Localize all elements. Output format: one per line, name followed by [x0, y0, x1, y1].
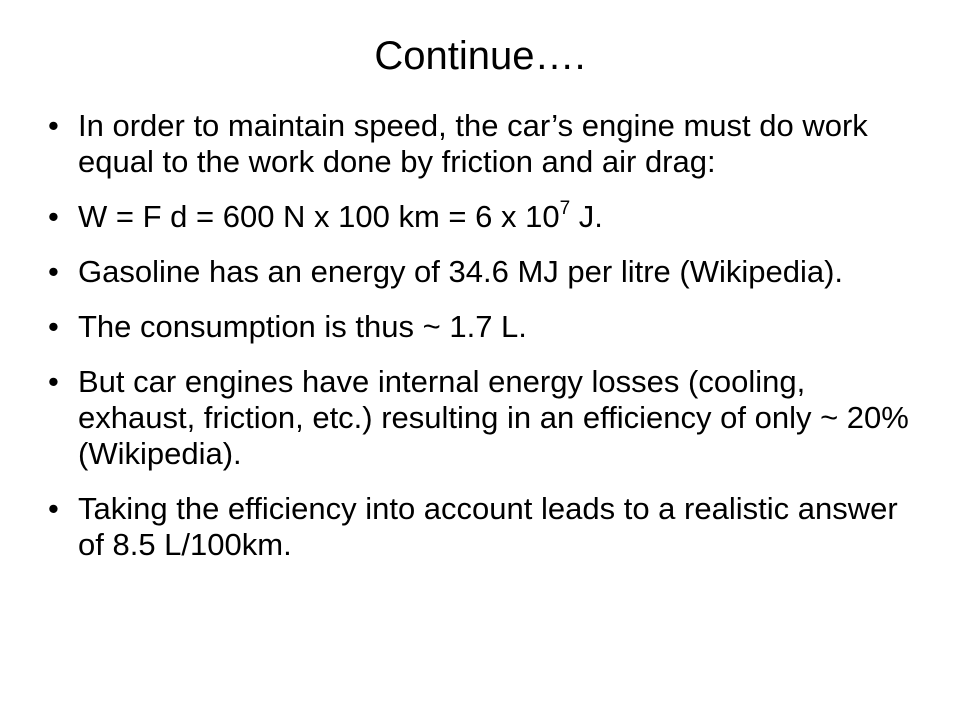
- bullet-item: [48, 309, 928, 345]
- equation-text: W = F d = 600 N x 100 km = 6 x 10: [78, 199, 560, 234]
- bullet-text: But car engines have internal energy losses (cooling, exhaust, friction, etc.) resulting in an efficiency of only ~ 20% (Wikipedia).: [78, 364, 909, 471]
- bullet-list: [48, 108, 928, 582]
- bullet-text: The consumption is thus ~ 1.7 L.: [78, 309, 527, 344]
- slide-title: Continue….: [374, 34, 586, 78]
- bullet-marker: •: [48, 491, 59, 526]
- bullet-item: [48, 254, 928, 290]
- bullet-marker: •: [48, 309, 59, 344]
- bullet-item: [48, 491, 928, 563]
- bullet-marker: •: [48, 108, 59, 143]
- bullet-item: [48, 108, 928, 180]
- bullet-marker: •: [48, 364, 59, 399]
- bullet-marker: •: [48, 254, 59, 289]
- exponent: 7: [559, 197, 571, 219]
- equation-unit: J.: [570, 199, 603, 234]
- bullet-text: Taking the efficiency into account leads to a realistic answer of 8.5 L/100km.: [78, 491, 898, 562]
- bullet-text-equation: [78, 199, 928, 235]
- bullet-text: In order to maintain speed, the car’s engine must do work equal to the work done by friction and air drag:: [78, 108, 868, 179]
- bullet-item: [48, 199, 928, 235]
- bullet-item: [48, 364, 928, 472]
- bullet-text: Gasoline has an energy of 34.6 MJ per litre (Wikipedia).: [78, 254, 844, 289]
- bullet-marker: •: [48, 199, 59, 234]
